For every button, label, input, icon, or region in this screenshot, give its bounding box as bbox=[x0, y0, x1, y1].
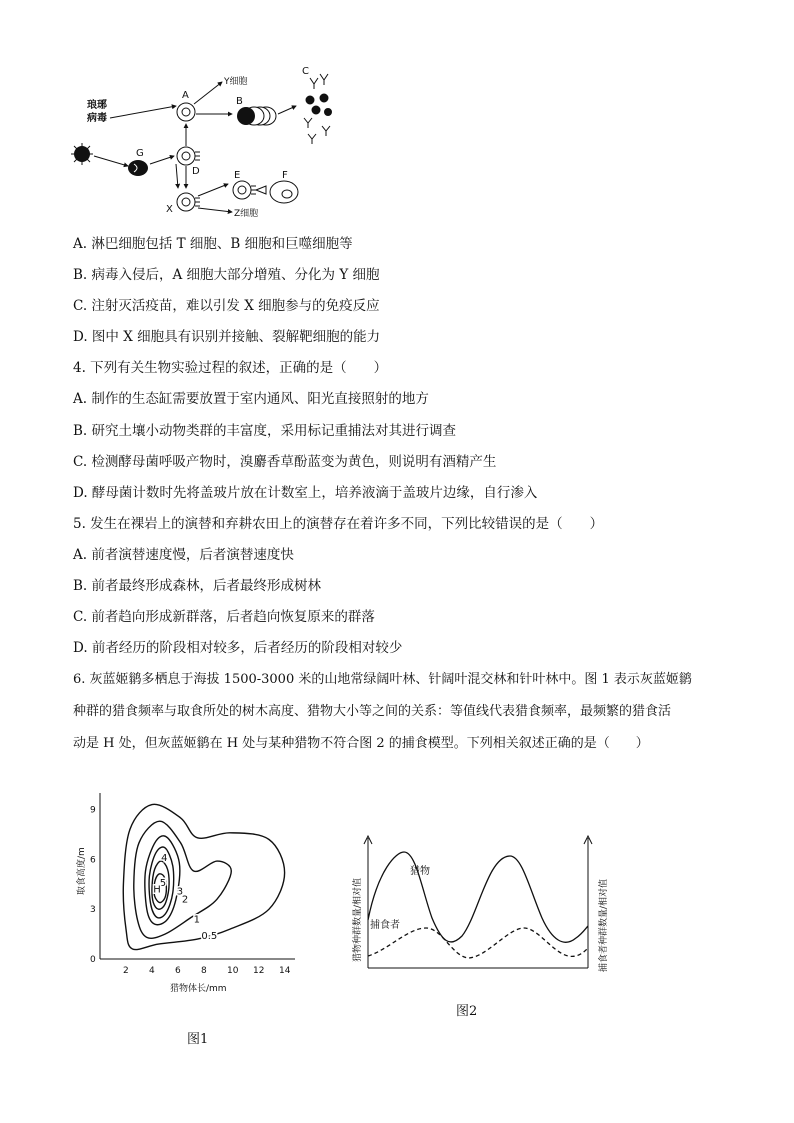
q5-option-a: A. 前者演替速度慢，后者演替速度快 bbox=[73, 547, 294, 563]
figure2-left-axis-label: 猎物种群数量/相对值 bbox=[353, 877, 363, 962]
figure1-caption: 图1 bbox=[187, 1032, 209, 1047]
cell-f-target bbox=[270, 170, 298, 203]
label-x: X bbox=[166, 204, 173, 215]
figure1-x-tick: 8 bbox=[201, 966, 207, 976]
contour-label: 5 bbox=[159, 877, 167, 889]
prey-label: 猎物 bbox=[410, 866, 430, 877]
contour-label: 0.5 bbox=[201, 931, 218, 943]
figure1-contour-chart bbox=[70, 785, 305, 1000]
q4-stem: 4. 下列有关生物实验过程的叙述，正确的是（ ） bbox=[73, 360, 388, 376]
cell-middle bbox=[177, 147, 200, 177]
figure1-contour-labels bbox=[153, 853, 217, 942]
figure1-contours bbox=[123, 804, 284, 949]
virus-label-2: 病毒 bbox=[87, 113, 107, 124]
contour-label: 2 bbox=[181, 894, 189, 906]
figure1-xlabel: 猎物体长/mm bbox=[170, 984, 227, 994]
q5-stem: 5. 发生在裸岩上的演替和弃耕农田上的演替存在着许多不同，下列比较错误的是（ ） bbox=[73, 516, 604, 532]
figure1-y-tick: 3 bbox=[90, 905, 96, 916]
figure2-line-chart bbox=[338, 830, 618, 980]
figure1-y-tick: 0 bbox=[90, 955, 96, 965]
cell-c-antibodies bbox=[302, 66, 332, 144]
figure2-caption: 图2 bbox=[456, 1004, 478, 1019]
q3-option-b: B. 病毒入侵后，A 细胞大部分增殖、分化为 Y 细胞 bbox=[73, 267, 380, 283]
contour-label: 1 bbox=[193, 914, 200, 926]
figure1-x-tick: 14 bbox=[279, 966, 291, 976]
virus-particle bbox=[71, 143, 93, 165]
q6-stem-line-2: 种群的猎食频率与取食所处的树木高度、猎物大小等之间的关系：等值线代表猎食频率，最频繁的猎食活 bbox=[73, 704, 672, 719]
figure1-x-tick: 10 bbox=[227, 966, 239, 976]
q6-stem-line-1: 6. 灰蓝姬鹟多栖息于海拔 1500-3000 米的山地常绿阔叶林、针阔叶混交林和针叶林中。图 1 表示灰蓝姬鹟 bbox=[73, 672, 692, 687]
immune-process-figure bbox=[70, 60, 350, 220]
q4-option-c: C. 检测酵母菌呼吸产物时，溴麝香草酚蓝变为黄色，则说明有酒精产生 bbox=[73, 454, 497, 470]
figure1-x-tick: 12 bbox=[253, 966, 265, 976]
cell-g bbox=[128, 148, 148, 176]
cell-a bbox=[177, 90, 195, 121]
cell-x bbox=[166, 193, 200, 215]
q5-option-b: B. 前者最终形成森林，后者最终形成树林 bbox=[73, 578, 322, 594]
figure1-ylabel: 取食高度/m bbox=[77, 847, 87, 895]
figure1-axes bbox=[100, 793, 295, 959]
virus-label-1: 琅琊 bbox=[87, 100, 107, 111]
label-y-cell: Y细胞 bbox=[224, 77, 248, 87]
label-d: D bbox=[192, 166, 200, 177]
cell-b bbox=[236, 96, 276, 125]
predator-series-line bbox=[368, 928, 588, 958]
cell-e bbox=[233, 170, 256, 199]
contour-label: 4 bbox=[161, 853, 168, 865]
figure2-right-axis-label: 捕食者种群数量/相对值 bbox=[599, 878, 609, 972]
label-e: E bbox=[234, 170, 241, 181]
prey-series-line bbox=[368, 852, 588, 942]
label-c: C bbox=[302, 66, 309, 77]
contour-level-0.5 bbox=[123, 804, 284, 949]
q4-option-b: B. 研究土壤小动物类群的丰富度，采用标记重捕法对其进行调查 bbox=[73, 423, 457, 439]
predator-label: 捕食者 bbox=[370, 920, 400, 931]
figure1-x-tick: 6 bbox=[175, 966, 181, 976]
q3-option-d: D. 图中 X 细胞具有识别并接触、裂解靶细胞的能力 bbox=[73, 329, 381, 345]
figure1-x-tick: 2 bbox=[123, 966, 129, 976]
contour-label: 3 bbox=[176, 886, 184, 898]
label-f: F bbox=[282, 170, 288, 181]
q4-option-a: A. 制作的生态缸需要放置于室内通风、阳光直接照射的地方 bbox=[73, 391, 429, 407]
label-b: B bbox=[236, 96, 243, 107]
q5-option-c: C. 前者趋向形成新群落，后者趋向恢复原来的群落 bbox=[73, 609, 375, 625]
q3-option-c: C. 注射灭活疫苗，难以引发 X 细胞参与的免疫反应 bbox=[73, 298, 380, 314]
q6-stem-line-3: 动是 H 处，但灰蓝姬鹟在 H 处与某种猎物不符合图 2 的捕食模型。下列相关叙述正确的是（ ） bbox=[73, 736, 649, 751]
label-g: G bbox=[136, 148, 144, 159]
figure1-x-tick: 4 bbox=[149, 966, 155, 976]
contour-label: H bbox=[153, 884, 161, 896]
figure1-y-tick: 9 bbox=[90, 805, 96, 816]
figure1-y-tick: 6 bbox=[90, 855, 96, 866]
label-a: A bbox=[182, 90, 189, 101]
label-z-cell: Z细胞 bbox=[234, 209, 259, 219]
q3-option-a: A. 淋巴细胞包括 T 细胞、B 细胞和巨噬细胞等 bbox=[73, 236, 353, 252]
q5-option-d: D. 前者经历的阶段相对较多，后者经历的阶段相对较少 bbox=[73, 640, 403, 656]
q4-option-d: D. 酵母菌计数时先将盖玻片放在计数室上，培养液滴于盖玻片边缘，自行渗入 bbox=[73, 485, 538, 501]
